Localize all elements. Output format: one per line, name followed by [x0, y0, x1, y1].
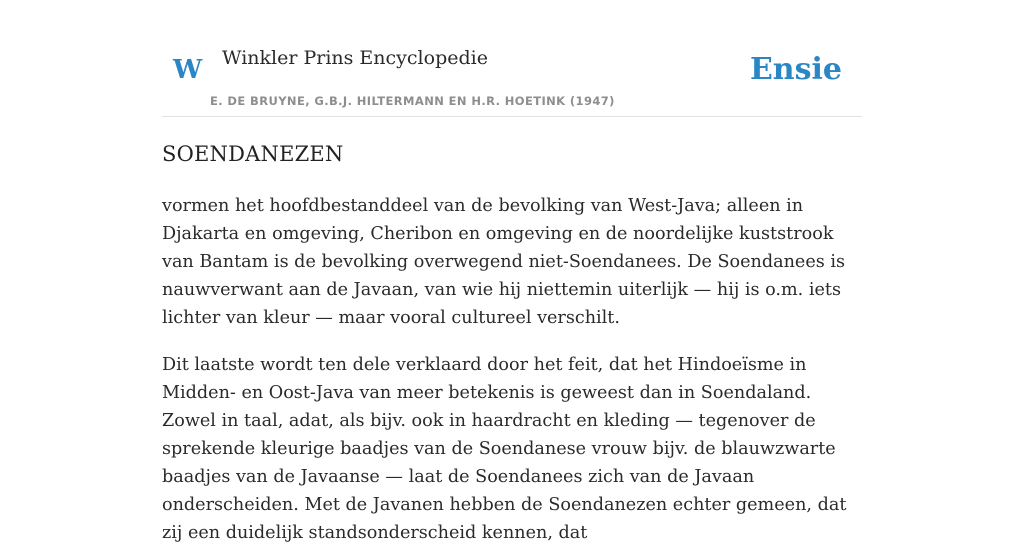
- publication-authors: E. DE BRUYNE, G.B.J. HILTERMANN EN H.R. HOETINK (1947): [210, 94, 615, 108]
- entry-paragraph: Dit laatste wordt ten dele verklaard door het feit, dat het Hindoeïsme in Midden- en Oost-Java van meer betekenis is geweest dan in Soendaland. Zowel in taal, adat, als bijv. ook in haardracht en kleding — tegenover de sprekende kleurige baadjes van de Soendanese vrouw bijv. de blauwzwarte baadjes van de Javaanse — laat de Soendanees zich van de Javaan onderscheiden. Met de Javanen hebben de Soendanezen echter gemeen, dat zij een duidelijk standsonderscheid kennen, dat: [162, 355, 847, 543]
- entry-paragraph: vormen het hoofdbestanddeel van de bevolking van West-Java; alleen in Djakarta en omgeving, Cheribon en omgeving en de noordelijke kuststrook van Bantam is de bevolking overwegend niet-Soendanees. De Soendanees is nauwverwant aan de Javaan, van wie hij niettemin uiterlijk — hij is o.m. iets lichter van kleur — maar vooral cultureel verschilt.: [162, 196, 846, 328]
- winkler-prins-logo[interactable]: W: [173, 55, 203, 85]
- publication-title[interactable]: Winkler Prins Encyclopedie: [222, 47, 488, 69]
- site-header: [162, 0, 862, 117]
- entry-title: SOENDANEZEN: [162, 142, 344, 166]
- ensie-logo[interactable]: Ensie: [749, 52, 842, 87]
- entry-content: [162, 138, 867, 547]
